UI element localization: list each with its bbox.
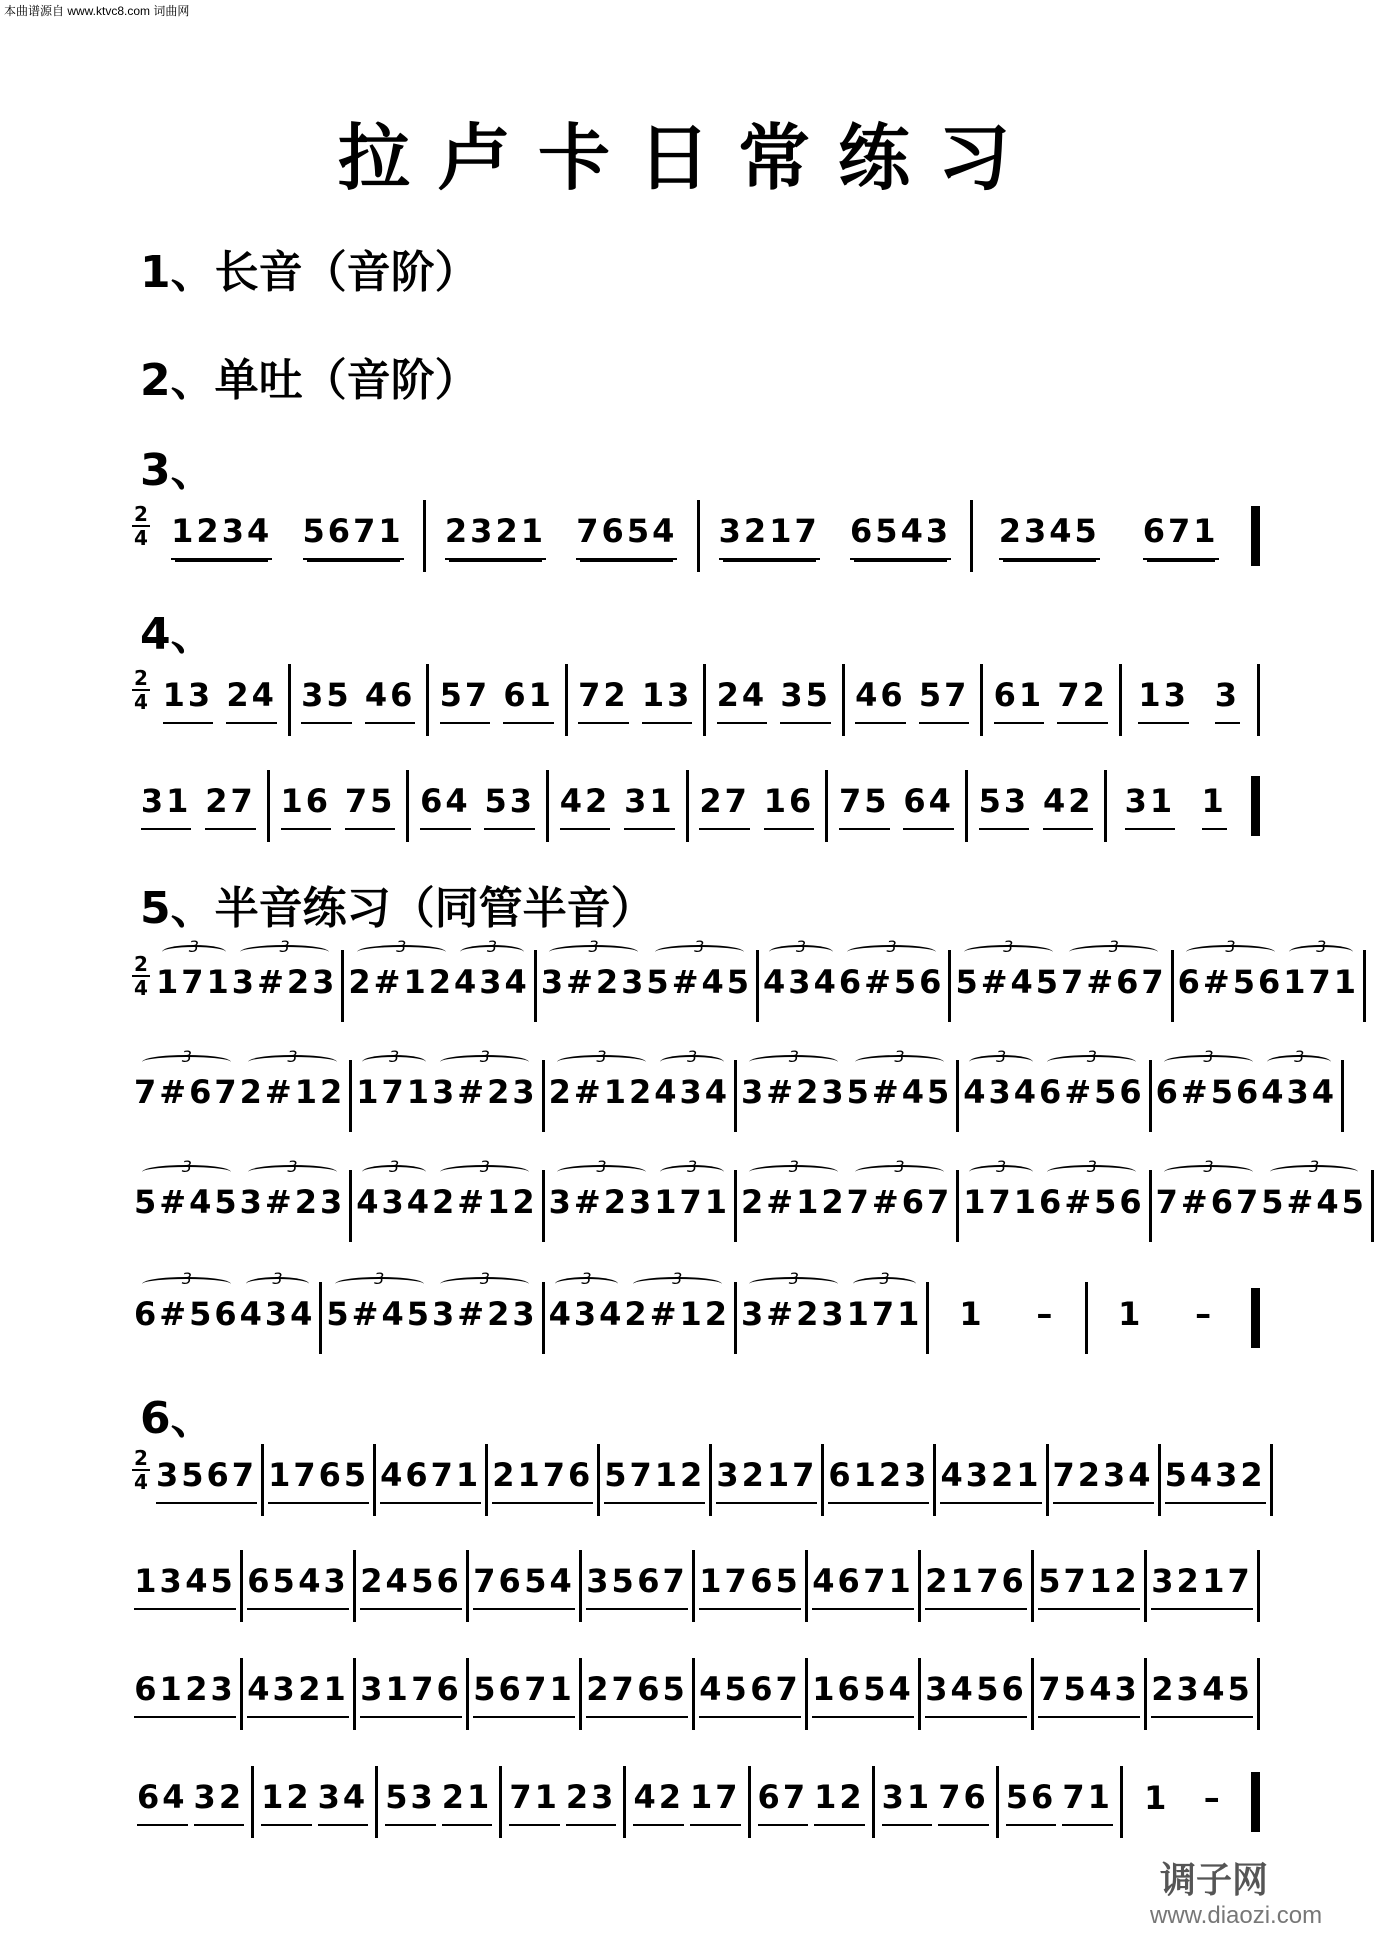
- staff-5c: [130, 1170, 1367, 1242]
- note-group: 23: [185, 1670, 236, 1718]
- measure: [1088, 1282, 1244, 1354]
- note-group: 57: [440, 676, 491, 724]
- time-signature-bottom: 4: [134, 690, 148, 714]
- note-group: 3 5#45: [646, 963, 752, 1009]
- note-group: 76: [938, 1778, 989, 1826]
- note-group: 3 434: [963, 1073, 1039, 1119]
- note-group: 3 434: [763, 963, 839, 1009]
- note-group: 21: [442, 1778, 493, 1826]
- note-group: 21: [298, 1670, 349, 1718]
- heading-1: 1、长音（音阶）: [140, 247, 479, 298]
- source-note: 本曲谱源自 www.ktvc8.com 词曲网: [4, 4, 190, 18]
- note-group: 13: [642, 676, 693, 724]
- measures: [130, 1550, 1260, 1622]
- note-group: 3 7#67: [134, 1073, 240, 1119]
- measure: [243, 1658, 356, 1730]
- measure: [582, 1658, 695, 1730]
- measure: [936, 1444, 1048, 1516]
- note-group: 75: [839, 782, 890, 830]
- note-group: 34: [318, 1778, 369, 1826]
- note-group: 3 6#56: [1039, 1183, 1145, 1229]
- time-signature-bottom: 4: [134, 526, 148, 550]
- note-group: 3 3#23: [240, 1183, 346, 1229]
- measure: [322, 1282, 544, 1354]
- measure: [502, 1766, 626, 1838]
- note-group: 57: [1038, 1562, 1089, 1610]
- note-group: 3 5#45: [847, 1073, 953, 1119]
- note-group: 43: [1089, 1670, 1140, 1718]
- note-group: 54: [1165, 1456, 1216, 1504]
- note-group: 21: [991, 1456, 1042, 1504]
- note-group: 27: [586, 1670, 637, 1718]
- measures: [130, 500, 1244, 572]
- measure: [706, 664, 845, 736]
- measure: [1049, 1444, 1161, 1516]
- measure: [545, 1282, 737, 1354]
- measure: [973, 500, 1244, 572]
- note-group: 5671: [303, 512, 404, 560]
- measure: [130, 1658, 243, 1730]
- note-group: 61: [503, 676, 554, 724]
- note-group: 76: [976, 1562, 1027, 1610]
- note-group: 67: [207, 1456, 258, 1504]
- measure: [1161, 1444, 1273, 1516]
- note-group: 43: [940, 1456, 991, 1504]
- measure: [545, 1170, 737, 1242]
- note-group: 3 6#56: [1039, 1073, 1145, 1119]
- note-group: 17: [1202, 1562, 1253, 1610]
- note-group: 3 2#12: [348, 963, 454, 1009]
- note-group: 3 2#12: [240, 1073, 346, 1119]
- measure: [689, 770, 829, 842]
- note-group: 64: [420, 782, 471, 830]
- note-group: 3 434: [549, 1295, 625, 1341]
- note-group: 3 3#23: [741, 1073, 847, 1119]
- note-group: 65: [637, 1670, 688, 1718]
- note-group: 3 3#23: [741, 1295, 847, 1341]
- staff-6c: [130, 1658, 1260, 1730]
- time-signature-bottom: 4: [134, 1470, 148, 1494]
- final-barline: [1251, 1772, 1260, 1832]
- measure: [759, 950, 951, 1022]
- measures: [130, 1060, 1338, 1132]
- note-group: 21: [492, 1456, 543, 1504]
- note-group: 3 5#45: [134, 1183, 240, 1229]
- note-group: 75: [1038, 1670, 1089, 1718]
- note-group: 13: [1138, 676, 1189, 724]
- measure: [488, 1444, 600, 1516]
- time-signature-top: 2: [134, 666, 148, 690]
- measures: [130, 664, 1260, 736]
- note-group: 31: [360, 1670, 411, 1718]
- note-group: 3 171: [1283, 963, 1359, 1009]
- note-group: 1: [1118, 1295, 1144, 1333]
- note-group: 71: [509, 1778, 560, 1826]
- note-group: 3 171: [156, 963, 232, 1009]
- note-group: 16: [281, 782, 332, 830]
- measure: [808, 1550, 921, 1622]
- measure: [737, 1282, 929, 1354]
- note-group: 76: [411, 1670, 462, 1718]
- measures: [130, 1658, 1260, 1730]
- note-group: 65: [247, 1562, 298, 1610]
- note-group: 3 434: [1261, 1073, 1337, 1119]
- note-group: 56: [1006, 1778, 1057, 1826]
- note-group: 3 171: [847, 1295, 923, 1341]
- note-group: 3 3#23: [432, 1295, 538, 1341]
- measure: [469, 1658, 582, 1730]
- time-signature-top: 2: [134, 502, 148, 526]
- measure: [737, 1170, 959, 1242]
- note-group: 57: [919, 676, 970, 724]
- measure: [1152, 1170, 1374, 1242]
- measure: [130, 1550, 243, 1622]
- measure: [545, 1060, 737, 1132]
- measure: [951, 950, 1173, 1022]
- measure: [352, 1060, 544, 1132]
- measure: [264, 1444, 376, 1516]
- measure: [959, 1060, 1151, 1132]
- measure: [469, 1550, 582, 1622]
- measure: [929, 1282, 1088, 1354]
- measure: [1034, 1550, 1147, 1622]
- measure: [243, 1550, 356, 1622]
- measure: [130, 664, 291, 736]
- note-group: 56: [473, 1670, 524, 1718]
- staff-5d: [130, 1282, 1260, 1354]
- measure: [130, 770, 270, 842]
- measure: [600, 1444, 712, 1516]
- note-group: 46: [855, 676, 906, 724]
- note-group: 3 171: [356, 1073, 432, 1119]
- measure: [1174, 950, 1366, 1022]
- measure: [549, 770, 689, 842]
- note-group: 71: [1062, 1778, 1113, 1826]
- note-group: 34: [925, 1670, 976, 1718]
- staff-4b: [130, 770, 1260, 842]
- final-barline: [1251, 776, 1260, 836]
- note-group: 3 434: [454, 963, 530, 1009]
- measure: [968, 770, 1108, 842]
- note-group: 42: [560, 782, 611, 830]
- measure: [130, 950, 344, 1022]
- time-signature-top: 2: [134, 952, 148, 976]
- hold-dash: –: [1203, 1779, 1223, 1817]
- note-group: 57: [604, 1456, 655, 1504]
- note-group: 3 6#56: [839, 963, 945, 1009]
- staff-4a: [130, 664, 1260, 736]
- note-group: 671: [1143, 512, 1219, 560]
- note-group: 27: [699, 782, 750, 830]
- note-group: 32: [716, 1456, 767, 1504]
- measure: [291, 664, 430, 736]
- measures: [130, 1282, 1244, 1354]
- note-group: 35: [586, 1562, 637, 1610]
- measure: [824, 1444, 936, 1516]
- time-signature-bottom: 4: [134, 976, 148, 1000]
- note-group: 27: [205, 782, 256, 830]
- watermark-brand: 调子网: [1160, 1860, 1269, 1901]
- measure: [737, 1060, 959, 1132]
- measure: [254, 1766, 378, 1838]
- note-group: 61: [134, 1670, 185, 1718]
- measure: [1107, 770, 1244, 842]
- note-group: 67: [637, 1562, 688, 1610]
- note-group: 3 7#67: [847, 1183, 953, 1229]
- watermark-url: www.diaozi.com: [1150, 1902, 1323, 1929]
- staff-6b: [130, 1550, 1260, 1622]
- note-group: 32: [194, 1778, 245, 1826]
- note-group: 17: [699, 1562, 750, 1610]
- note-group: 3 171: [963, 1183, 1039, 1229]
- measure: [1152, 1060, 1344, 1132]
- measure: [130, 1170, 352, 1242]
- measure: [983, 664, 1122, 736]
- note-group: 35: [156, 1456, 207, 1504]
- note-group: 54: [524, 1562, 575, 1610]
- measure: [537, 950, 759, 1022]
- note-group: 3 6#56: [134, 1295, 240, 1341]
- note-group: 24: [360, 1562, 411, 1610]
- measure: [376, 1444, 488, 1516]
- note-group: 3 2#12: [741, 1183, 847, 1229]
- note-group: 17: [767, 1456, 818, 1504]
- heading-2: 2、单吐（音阶）: [140, 355, 479, 406]
- note-group: 3 5#45: [326, 1295, 432, 1341]
- measure: [130, 1282, 322, 1354]
- measure: [130, 1060, 352, 1132]
- note-group: 53: [979, 782, 1030, 830]
- measure: [429, 664, 568, 736]
- note-group: 23: [566, 1778, 617, 1826]
- note-group: 12: [261, 1778, 312, 1826]
- measure: [378, 1766, 502, 1838]
- note-group: 3: [1215, 676, 1240, 724]
- note-group: 1234: [171, 512, 272, 560]
- note-group: 46: [365, 676, 416, 724]
- note-group: 32: [1151, 1562, 1202, 1610]
- time-signature-top: 2: [134, 1446, 148, 1470]
- measure: [270, 770, 410, 842]
- note-group: 3 434: [654, 1073, 730, 1119]
- note-group: 67: [750, 1670, 801, 1718]
- final-barline: [1251, 506, 1260, 566]
- measure: [409, 770, 549, 842]
- measure: [426, 500, 700, 572]
- measure: [344, 950, 536, 1022]
- note-group: 1: [1144, 1779, 1170, 1817]
- measure: [808, 1658, 921, 1730]
- note-group: 3 2#12: [549, 1073, 655, 1119]
- staff-5a: [130, 950, 1360, 1022]
- staff-5b: [130, 1060, 1338, 1132]
- note-group: 71: [524, 1670, 575, 1718]
- note-group: 31: [624, 782, 675, 830]
- heading-3: 3、: [140, 445, 215, 496]
- note-group: 72: [578, 676, 629, 724]
- measure: [1122, 664, 1261, 736]
- note-group: 42: [633, 1778, 684, 1826]
- note-group: 53: [385, 1778, 436, 1826]
- note-group: 3 3#23: [541, 963, 647, 1009]
- note-group: 3 3#23: [432, 1073, 538, 1119]
- note-group: 61: [828, 1456, 879, 1504]
- measure: [695, 1550, 808, 1622]
- measure: [921, 1658, 1034, 1730]
- note-group: 61: [994, 676, 1045, 724]
- measure: [921, 1550, 1034, 1622]
- note-group: 31: [1125, 782, 1176, 830]
- note-group: 64: [903, 782, 954, 830]
- note-group: 3 434: [240, 1295, 316, 1341]
- measure: [356, 1550, 469, 1622]
- heading-4: 4、: [140, 609, 215, 660]
- note-group: 3 2#12: [432, 1183, 538, 1229]
- note-group: 17: [690, 1778, 741, 1826]
- measure: [130, 1444, 264, 1516]
- note-group: 31: [882, 1778, 933, 1826]
- measure: [1123, 1766, 1244, 1838]
- note-group: 12: [655, 1456, 706, 1504]
- note-group: 21: [925, 1562, 976, 1610]
- measure: [695, 1658, 808, 1730]
- note-group: 13: [163, 676, 214, 724]
- note-group: 3 3#23: [232, 963, 338, 1009]
- note-group: 42: [1043, 782, 1094, 830]
- note-group: 1: [959, 1295, 985, 1333]
- note-group: 3 5#45: [1261, 1183, 1367, 1229]
- note-group: 53: [484, 782, 535, 830]
- measure: [1147, 1658, 1260, 1730]
- heading-5: 5、半音练习（同管半音）: [140, 883, 655, 934]
- note-group: 35: [301, 676, 352, 724]
- measures: [130, 950, 1360, 1022]
- page-title: 拉卢卡日常练习: [337, 116, 1038, 200]
- note-group: 43: [247, 1670, 298, 1718]
- heading-6: 6、: [140, 1393, 215, 1444]
- measures: [130, 1170, 1367, 1242]
- note-group: 12: [814, 1778, 865, 1826]
- note-group: 12: [1089, 1562, 1140, 1610]
- measure: [712, 1444, 824, 1516]
- note-group: 45: [699, 1670, 750, 1718]
- measure: [700, 500, 974, 572]
- hold-dash: –: [1195, 1295, 1215, 1333]
- note-group: 75: [345, 782, 396, 830]
- note-group: 1: [1202, 782, 1227, 830]
- measures: [130, 1444, 1266, 1516]
- note-group: 3 2#12: [624, 1295, 730, 1341]
- note-group: 3 6#56: [1156, 1073, 1262, 1119]
- note-group: 7654: [576, 512, 677, 560]
- note-group: 34: [1103, 1456, 1154, 1504]
- measure: [1147, 1550, 1260, 1622]
- measure: [582, 1550, 695, 1622]
- note-group: 72: [1057, 676, 1108, 724]
- note-group: 46: [812, 1562, 863, 1610]
- measures: [130, 770, 1244, 842]
- note-group: 3 7#67: [1156, 1183, 1262, 1229]
- note-group: 35: [780, 676, 831, 724]
- note-group: 45: [1202, 1670, 1253, 1718]
- note-group: 13: [134, 1562, 185, 1610]
- note-group: 3 3#23: [549, 1183, 655, 1229]
- staff-6d: [130, 1766, 1260, 1838]
- note-group: 23: [1151, 1670, 1202, 1718]
- note-group: 6543: [850, 512, 951, 560]
- note-group: 67: [758, 1778, 809, 1826]
- measure: [356, 1658, 469, 1730]
- note-group: 32: [1215, 1456, 1266, 1504]
- measure: [959, 1170, 1151, 1242]
- staff-6a: [130, 1444, 1266, 1516]
- note-group: 24: [226, 676, 277, 724]
- measure: [999, 1766, 1123, 1838]
- note-group: 24: [717, 676, 768, 724]
- note-group: 64: [137, 1778, 188, 1826]
- measure: [845, 664, 984, 736]
- measure: [130, 500, 426, 572]
- note-group: 65: [319, 1456, 370, 1504]
- measure: [751, 1766, 875, 1838]
- note-group: 17: [268, 1456, 319, 1504]
- note-group: 71: [431, 1456, 482, 1504]
- measure: [130, 1766, 254, 1838]
- note-group: 76: [473, 1562, 524, 1610]
- measure: [568, 664, 707, 736]
- final-barline: [1251, 1288, 1260, 1348]
- note-group: 3217: [719, 512, 820, 560]
- note-group: 72: [1053, 1456, 1104, 1504]
- note-group: 76: [543, 1456, 594, 1504]
- note-group: 54: [863, 1670, 914, 1718]
- note-group: 3 5#45: [955, 963, 1061, 1009]
- note-group: 43: [298, 1562, 349, 1610]
- note-group: 46: [380, 1456, 431, 1504]
- staff-3: [130, 500, 1260, 572]
- note-group: 71: [863, 1562, 914, 1610]
- note-group: 2345: [999, 512, 1100, 560]
- note-group: 65: [750, 1562, 801, 1610]
- note-group: 3 7#67: [1061, 963, 1167, 1009]
- note-group: 23: [879, 1456, 930, 1504]
- measure: [352, 1170, 544, 1242]
- note-group: 45: [185, 1562, 236, 1610]
- note-group: 16: [764, 782, 815, 830]
- note-group: 2321: [445, 512, 546, 560]
- measure: [1034, 1658, 1147, 1730]
- measure: [875, 1766, 999, 1838]
- note-group: 16: [812, 1670, 863, 1718]
- note-group: 31: [141, 782, 192, 830]
- note-group: 56: [411, 1562, 462, 1610]
- note-group: 3 6#56: [1178, 963, 1284, 1009]
- note-group: 3 171: [654, 1183, 730, 1229]
- measure: [828, 770, 968, 842]
- note-group: 56: [976, 1670, 1027, 1718]
- note-group: 3 434: [356, 1183, 432, 1229]
- measure: [626, 1766, 750, 1838]
- hold-dash: –: [1036, 1295, 1056, 1333]
- measures: [130, 1766, 1244, 1838]
